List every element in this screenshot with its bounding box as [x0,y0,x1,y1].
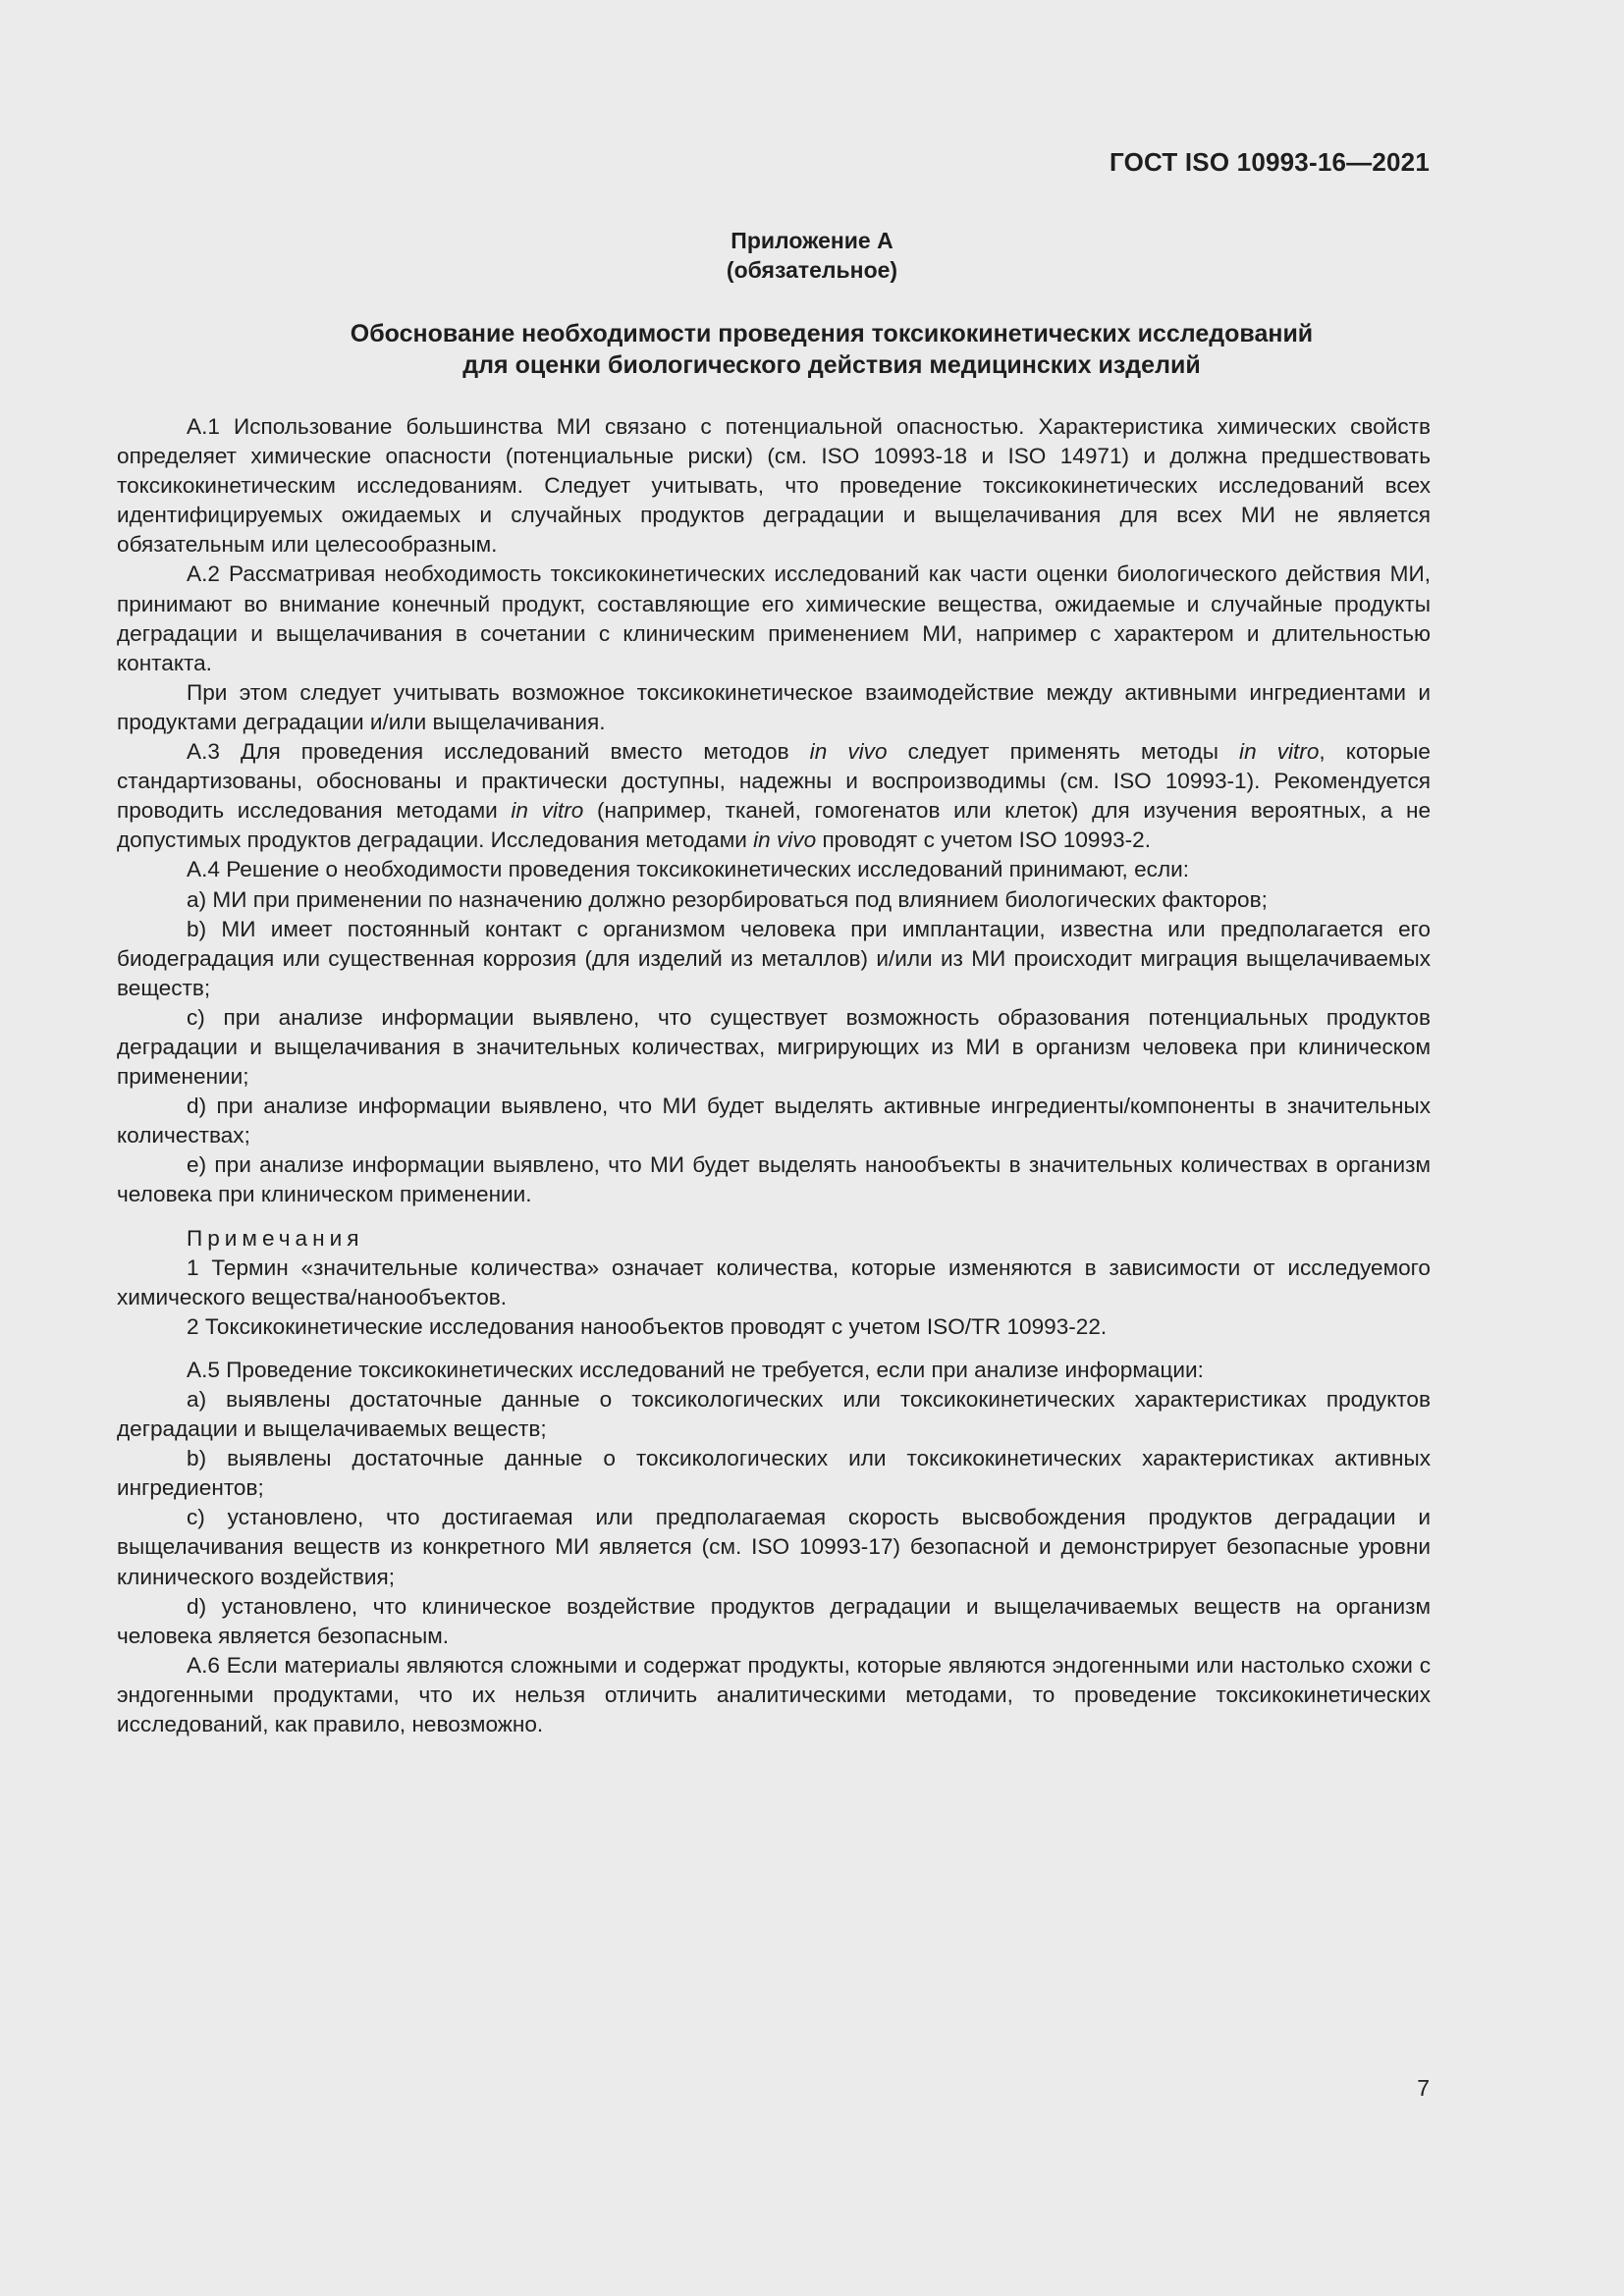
paragraph-a6: А.6 Если материалы являются сложными и содержат продукты, которые являются эндогенными или настолько схожи с эндогенными продуктами, что их нельзя отличить аналитическими методами, то проведение токсикокинетических исследований, как правило, невозможно. [117,1652,1431,1737]
list-item-a4-d: d) при анализе информации выявлено, что МИ будет выделять активные ингредиенты/компоненты в значительных количествах; [117,1094,1431,1148]
list-item-a4-a: a) МИ при применении по назначению должно резорбироваться под влиянием биологических факторов; [187,886,1268,912]
appendix-status: (обязательное) [726,257,898,283]
list-item-a4-e: e) при анализе информации выявлено, что МИ будет выделять нанообъекты в значительных количествах в организм человека при клиническом применении. [117,1152,1431,1207]
list-item-a5-b: b) выявлены достаточные данные о токсикологических или токсикокинетических характеристиках активных ингредиентов; [117,1446,1431,1501]
paragraph-a2-continued: При этом следует учитывать возможное токсикокинетическое взаимодействие между активными ингредиентами и продуктами деградации и/или выщелачивания. [117,679,1431,734]
appendix-label: Приложение А [731,228,893,253]
list-item-a4-b: b) МИ имеет постоянный контакт с организмом человека при имплантации, известна или предполагается его биодеградация или существенная коррозия (для изделий из металлов) и/или из МИ происходит миграция выщелачиваемых веществ; [117,916,1431,1000]
appendix-title-line-1: Обоснование необходимости проведения токсикокинетических исследований [350,320,1314,347]
page-number: 7 [1417,2075,1430,2101]
document-body [117,412,1431,1739]
document-code-header: ГОСТ ISO 10993-16—2021 [1110,147,1430,177]
note-1: 1 Термин «значительные количества» означает количества, которые изменяются в зависимости от исследуемого химического вещества/нанообъектов. [117,1255,1431,1309]
paragraph-a2: А.2 Рассматривая необходимость токсикокинетических исследований как части оценки биологического действия МИ, принимают во внимание конечный продукт, составляющие его химические вещества, ожидаемые и случайные продукты деградации и выщелачивания в сочетании с клиническим применением МИ, например с характером и длительностью контакта. [117,561,1431,675]
list-item-a5-c: c) установлено, что достигаемая или предполагаемая скорость высвобождения продуктов деградации и выщелачивания веществ из конкретного МИ является (см. ISO 10993-17) безопасной и демонстрирует безопасные уровни клинического воздействия; [117,1505,1431,1589]
note-2: 2 Токсикокинетические исследования нанообъектов проводят с учетом ISO/TR 10993-22. [187,1313,1108,1339]
notes-heading: Примечания [187,1225,364,1251]
paragraph-a5: А.5 Проведение токсикокинетических исследований не требуется, если при анализе информации: [187,1357,1204,1382]
list-item-a5-d: d) установлено, что клиническое воздействие продуктов деградации и выщелачиваемых веществ на организм человека является безопасным. [117,1593,1431,1648]
appendix-title-line-2: для оценки биологического действия медицинских изделий [462,351,1201,379]
paragraph-a3: А.3 Для проведения исследований вместо методов in vivo следует применять методы in vitro, которые стандартизованы, обоснованы и практически доступны, надежны и воспроизводимы (см. ISO 10993-1). Рекомендуется проводить исследования методами in vitro (например, тканей, гомогенатов или клеток) для изучения вероятных, а не допустимых продуктов деградации. Исследования методами in vivo проводят с учетом ISO 10993-2. [117,739,1432,853]
paragraph-a4: А.4 Решение о необходимости проведения токсикокинетических исследований принимают, если: [187,857,1190,882]
appendix-title [0,318,1624,381]
appendix-heading [0,226,1624,285]
list-item-a5-a: a) выявлены достаточные данные о токсикологических или токсикокинетических характеристиках продуктов деградации и выщелачиваемых веществ; [117,1387,1431,1442]
list-item-a4-c: c) при анализе информации выявлено, что существует возможность образования потенциальных продуктов деградации и выщелачивания в значительных количествах, мигрирующих из МИ в организм человека при клиническом применении; [117,1004,1431,1090]
paragraph-a1: А.1 Использование большинства МИ связано с потенциальной опасностью. Характеристика химических свойств определяет химические опасности (потенциальные риски) (см. ISO 10993-18 и ISO 14971) и должна предшествовать токсикокинетическим исследованиям. Следует учитывать, что проведение токсикокинетических исследований всех идентифицируемых ожидаемых и случайных продуктов деградации и выщелачивания для всех МИ не является обязательным или целесообразным. [117,414,1431,558]
